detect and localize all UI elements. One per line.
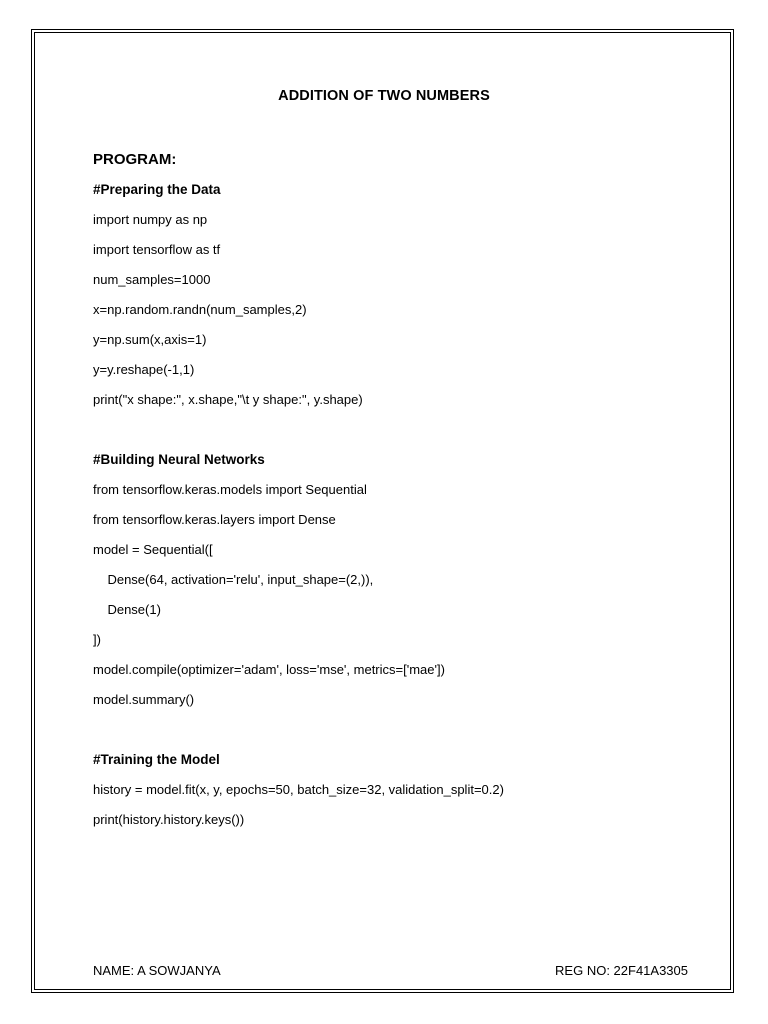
code-line: print("x shape:", x.shape,"\t y shape:", y.shape) — [93, 392, 363, 407]
footer-student-name: NAME: A SOWJANYA — [93, 963, 221, 978]
footer-reg-number: REG NO: 22F41A3305 — [555, 963, 688, 978]
page-border-inner — [34, 32, 731, 990]
section-heading-building: #Building Neural Networks — [93, 452, 265, 467]
code-line: model = Sequential([ — [93, 542, 213, 557]
code-line: ]) — [93, 632, 101, 647]
code-line: from tensorflow.keras.layers import Dense — [93, 512, 336, 527]
code-line: model.compile(optimizer='adam', loss='mse', metrics=['mae']) — [93, 662, 445, 677]
code-line: y=np.sum(x,axis=1) — [93, 332, 207, 347]
code-line: Dense(1) — [93, 602, 161, 617]
code-line: Dense(64, activation='relu', input_shape=(2,)), — [93, 572, 374, 587]
document-title: ADDITION OF TWO NUMBERS — [278, 88, 490, 104]
code-line: num_samples=1000 — [93, 272, 211, 287]
program-heading: PROGRAM: — [93, 151, 177, 168]
code-line: x=np.random.randn(num_samples,2) — [93, 302, 307, 317]
code-line: history = model.fit(x, y, epochs=50, batch_size=32, validation_split=0.2) — [93, 782, 504, 797]
code-line: y=y.reshape(-1,1) — [93, 362, 195, 377]
section-heading-preparing: #Preparing the Data — [93, 182, 221, 197]
code-line: print(history.history.keys()) — [93, 812, 245, 827]
code-line: from tensorflow.keras.models import Sequential — [93, 482, 367, 497]
section-heading-training: #Training the Model — [93, 752, 220, 767]
code-line: model.summary() — [93, 692, 195, 707]
code-line: import tensorflow as tf — [93, 242, 221, 257]
code-line: import numpy as np — [93, 212, 208, 227]
